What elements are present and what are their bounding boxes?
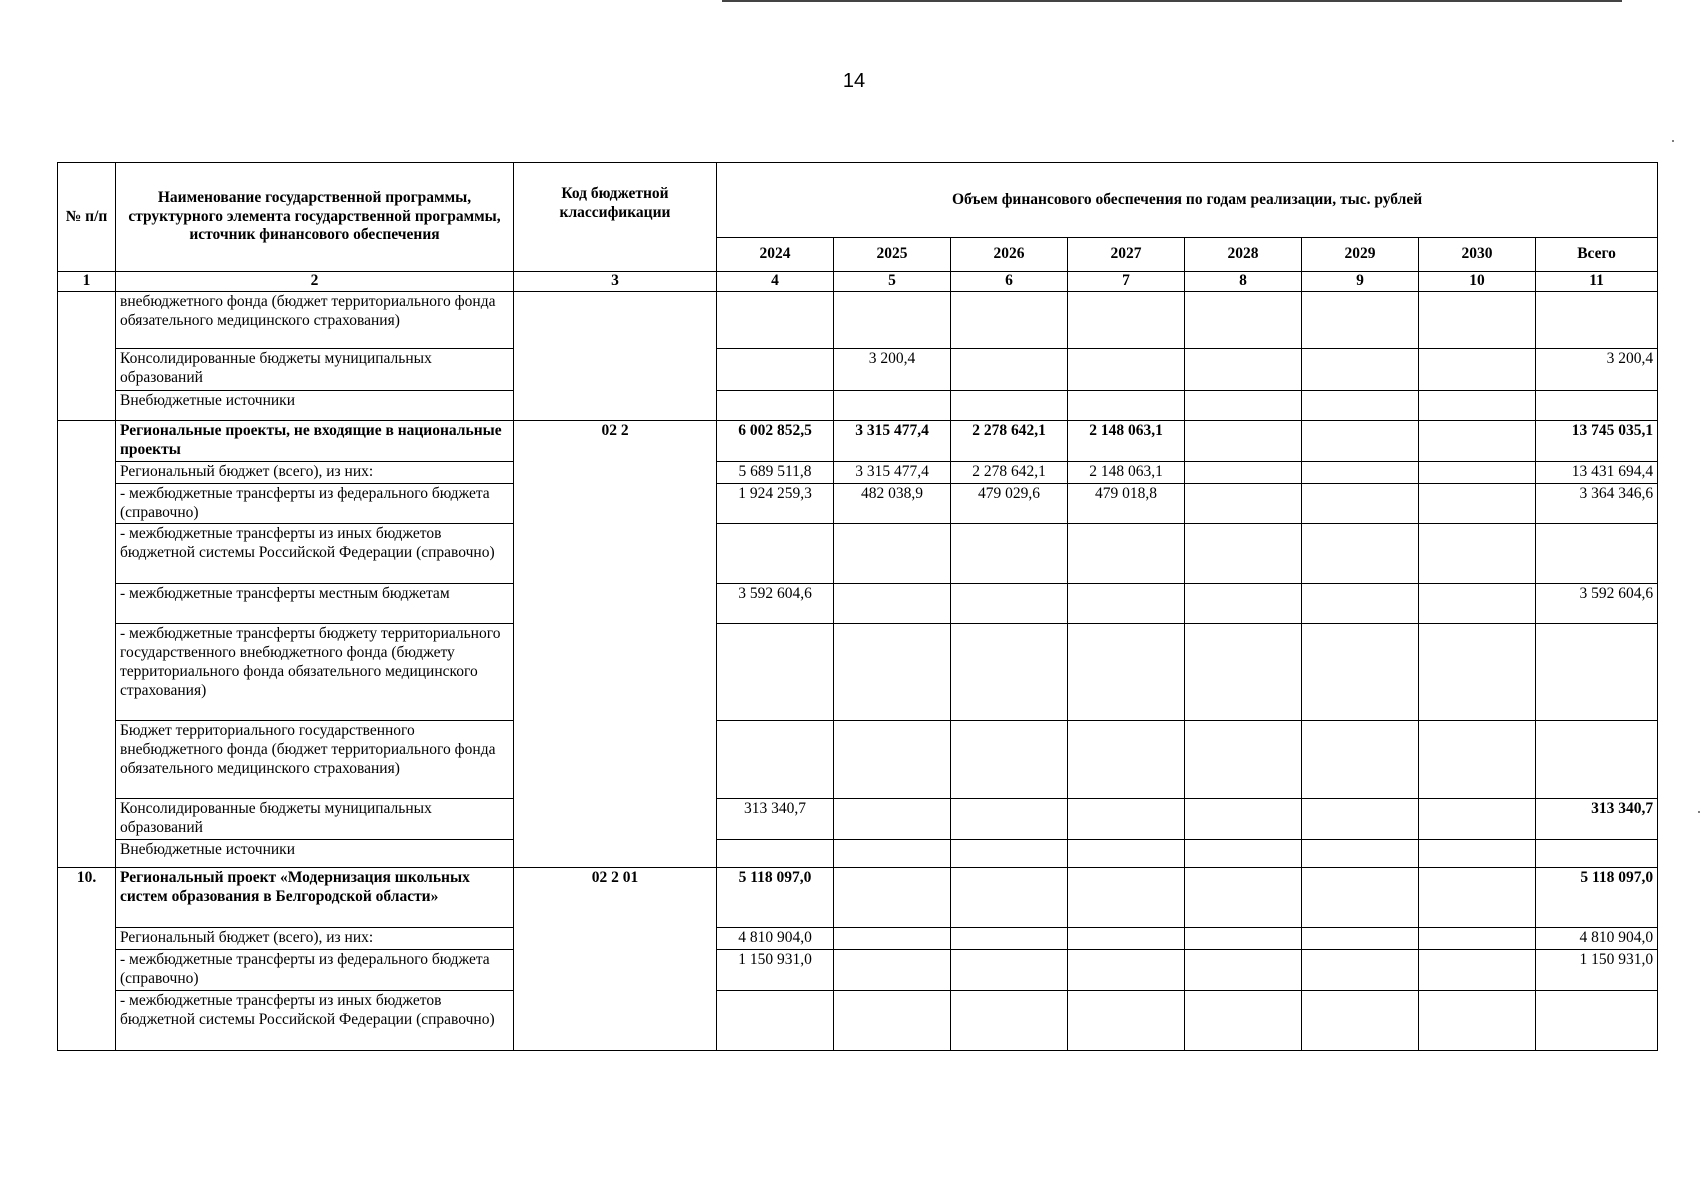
row-number [58, 291, 116, 420]
table-row [58, 624, 1658, 721]
table-row [58, 348, 1658, 390]
value-year [1302, 524, 1419, 584]
value-year [951, 799, 1068, 840]
column-index: 5 [834, 272, 951, 292]
value-total: 13 745 035,1 [1536, 420, 1658, 461]
row-number: 10. [58, 868, 116, 1051]
value-year [951, 390, 1068, 420]
value-year [1185, 868, 1302, 928]
row-name: Внебюджетные источники [116, 840, 514, 868]
table-row [58, 990, 1658, 1050]
table-row [58, 524, 1658, 584]
budget-code: 02 2 01 [514, 868, 717, 1051]
table-row [58, 950, 1658, 991]
value-year [834, 799, 951, 840]
table-row [58, 868, 1658, 928]
year-header: 2025 [834, 238, 951, 272]
value-year [1419, 390, 1536, 420]
value-year [1068, 390, 1185, 420]
value-year [1419, 950, 1536, 991]
value-year: 2 148 063,1 [1068, 461, 1185, 483]
value-year [951, 584, 1068, 624]
row-number [58, 420, 116, 867]
value-year [1419, 799, 1536, 840]
value-year: 1 150 931,0 [717, 950, 834, 991]
value-year [1302, 950, 1419, 991]
value-total: 3 200,4 [1536, 348, 1658, 390]
value-year [951, 624, 1068, 721]
column-index: 9 [1302, 272, 1419, 292]
value-total [1536, 721, 1658, 799]
header-num: № п/п [58, 163, 116, 272]
column-index: 4 [717, 272, 834, 292]
budget-code [514, 291, 717, 420]
value-year [717, 390, 834, 420]
value-year [1068, 584, 1185, 624]
value-total [1536, 990, 1658, 1050]
header-name: Наименование государственной программы, структурного элемента государственной программы, источник финансового обеспечения [116, 163, 514, 272]
table-row [58, 584, 1658, 624]
row-name: - межбюджетные трансферты из федерального бюджета (справочно) [116, 483, 514, 524]
value-year [1419, 990, 1536, 1050]
value-year [834, 990, 951, 1050]
row-name: Консолидированные бюджеты муниципальных образований [116, 799, 514, 840]
scan-speck [1698, 811, 1700, 813]
value-year [951, 928, 1068, 950]
value-year [1302, 990, 1419, 1050]
year-header: 2029 [1302, 238, 1419, 272]
row-name: Региональный проект «Модернизация школьных систем образования в Белгородской области» [116, 868, 514, 928]
value-year [717, 721, 834, 799]
value-year [951, 291, 1068, 348]
value-year [951, 348, 1068, 390]
column-index: 7 [1068, 272, 1185, 292]
row-name: - межбюджетные трансферты из иных бюджетов бюджетной системы Российской Федерации (справочно) [116, 524, 514, 584]
column-index: 10 [1419, 272, 1536, 292]
value-year [1185, 483, 1302, 524]
year-header: 2024 [717, 238, 834, 272]
value-year [1185, 950, 1302, 991]
table-row [58, 840, 1658, 868]
value-year [1185, 390, 1302, 420]
value-year: 3 315 477,4 [834, 420, 951, 461]
column-index: 2 [116, 272, 514, 292]
value-year: 3 592 604,6 [717, 584, 834, 624]
year-header: 2028 [1185, 238, 1302, 272]
value-year [1068, 868, 1185, 928]
table-row [58, 483, 1658, 524]
value-year [951, 840, 1068, 868]
value-total: 1 150 931,0 [1536, 950, 1658, 991]
header-volume: Объем финансового обеспечения по годам реализации, тыс. рублей [717, 163, 1658, 238]
value-year: 482 038,9 [834, 483, 951, 524]
row-name: Консолидированные бюджеты муниципальных образований [116, 348, 514, 390]
value-year [834, 721, 951, 799]
row-name: внебюджетного фонда (бюджет территориального фонда обязательного медицинского страхования) [116, 291, 514, 348]
value-total: 5 118 097,0 [1536, 868, 1658, 928]
row-name: Региональный бюджет (всего), из них: [116, 461, 514, 483]
value-year [951, 524, 1068, 584]
value-year: 5 689 511,8 [717, 461, 834, 483]
value-year [834, 868, 951, 928]
top-border-line [722, 0, 1622, 2]
table-row [58, 420, 1658, 461]
row-name: - межбюджетные трансферты бюджету территориального государственного внебюджетного фонда (бюджету территориального фонда обязательного медицинского страхования) [116, 624, 514, 721]
header-code: Код бюджетной классификации [514, 163, 717, 272]
value-year [1419, 291, 1536, 348]
year-header: 2027 [1068, 238, 1185, 272]
value-total [1536, 390, 1658, 420]
value-year [1185, 420, 1302, 461]
value-year [834, 950, 951, 991]
table-row [58, 390, 1658, 420]
page-number: 14 [842, 70, 866, 92]
value-year [1302, 799, 1419, 840]
value-year [717, 348, 834, 390]
value-year: 2 278 642,1 [951, 420, 1068, 461]
table-row [58, 799, 1658, 840]
value-year: 4 810 904,0 [717, 928, 834, 950]
column-index: 11 [1536, 272, 1658, 292]
value-year [1302, 483, 1419, 524]
value-year [951, 868, 1068, 928]
value-year [1068, 291, 1185, 348]
row-name: Бюджет территориального государственного внебюджетного фонда (бюджет территориального фонда обязательного медицинского страхования) [116, 721, 514, 799]
value-year [1419, 721, 1536, 799]
value-year [1302, 291, 1419, 348]
value-year [1185, 799, 1302, 840]
value-year [834, 390, 951, 420]
value-year: 479 018,8 [1068, 483, 1185, 524]
value-year [1302, 461, 1419, 483]
value-year [1419, 584, 1536, 624]
value-year [1185, 584, 1302, 624]
value-year [1419, 624, 1536, 721]
value-year: 5 118 097,0 [717, 868, 834, 928]
value-year [1068, 524, 1185, 584]
value-year [834, 624, 951, 721]
year-header: 2026 [951, 238, 1068, 272]
value-year [1419, 420, 1536, 461]
value-total: 3 592 604,6 [1536, 584, 1658, 624]
value-year [1419, 348, 1536, 390]
value-year [1185, 461, 1302, 483]
value-year [1185, 524, 1302, 584]
value-year: 3 200,4 [834, 348, 951, 390]
value-year [1302, 868, 1419, 928]
value-year: 1 924 259,3 [717, 483, 834, 524]
table-row [58, 461, 1658, 483]
value-year [1302, 348, 1419, 390]
value-year [1185, 840, 1302, 868]
scan-speck [1672, 140, 1674, 142]
value-year [1419, 483, 1536, 524]
value-year [1068, 348, 1185, 390]
value-year [1185, 624, 1302, 721]
value-year [1302, 721, 1419, 799]
value-year: 3 315 477,4 [834, 461, 951, 483]
value-total [1536, 840, 1658, 868]
value-year [717, 291, 834, 348]
row-name: Региональный бюджет (всего), из них: [116, 928, 514, 950]
column-index: 1 [58, 272, 116, 292]
value-year [1302, 420, 1419, 461]
value-year [1419, 524, 1536, 584]
financing-table [57, 162, 1658, 1051]
value-year [951, 721, 1068, 799]
value-year: 313 340,7 [717, 799, 834, 840]
table-row [58, 721, 1658, 799]
value-year [834, 584, 951, 624]
value-total: 13 431 694,4 [1536, 461, 1658, 483]
value-total: 4 810 904,0 [1536, 928, 1658, 950]
value-total [1536, 624, 1658, 721]
value-year [1068, 799, 1185, 840]
value-year [717, 524, 834, 584]
column-index: 6 [951, 272, 1068, 292]
value-year [1185, 928, 1302, 950]
value-year [1185, 990, 1302, 1050]
value-year [1068, 950, 1185, 991]
value-year [1419, 461, 1536, 483]
row-name: - межбюджетные трансферты из иных бюджетов бюджетной системы Российской Федерации (справочно) [116, 990, 514, 1050]
table-row [58, 928, 1658, 950]
value-year [717, 624, 834, 721]
value-total [1536, 291, 1658, 348]
row-name: Внебюджетные источники [116, 390, 514, 420]
value-year [1302, 584, 1419, 624]
value-year [1068, 990, 1185, 1050]
value-year [951, 990, 1068, 1050]
row-name: - межбюджетные трансферты местным бюджетам [116, 584, 514, 624]
value-total [1536, 524, 1658, 584]
value-year [1068, 721, 1185, 799]
value-year [717, 990, 834, 1050]
value-year [834, 928, 951, 950]
value-year: 2 278 642,1 [951, 461, 1068, 483]
value-total: 3 364 346,6 [1536, 483, 1658, 524]
value-year [834, 524, 951, 584]
value-year [1185, 291, 1302, 348]
value-year [1419, 840, 1536, 868]
table-row [58, 291, 1658, 348]
value-year [1302, 840, 1419, 868]
budget-code: 02 2 [514, 420, 717, 867]
value-year [1068, 928, 1185, 950]
value-year [1068, 840, 1185, 868]
value-year [951, 950, 1068, 991]
value-total: 313 340,7 [1536, 799, 1658, 840]
value-year [834, 291, 951, 348]
value-year: 479 029,6 [951, 483, 1068, 524]
value-year [717, 840, 834, 868]
year-header: Всего [1536, 238, 1658, 272]
value-year [1302, 390, 1419, 420]
value-year [1419, 928, 1536, 950]
row-name: Региональные проекты, не входящие в национальные проекты [116, 420, 514, 461]
value-year [1068, 624, 1185, 721]
column-index: 3 [514, 272, 717, 292]
value-year [834, 840, 951, 868]
value-year [1185, 721, 1302, 799]
value-year: 6 002 852,5 [717, 420, 834, 461]
year-header: 2030 [1419, 238, 1536, 272]
value-year: 2 148 063,1 [1068, 420, 1185, 461]
value-year [1302, 624, 1419, 721]
value-year [1302, 928, 1419, 950]
value-year [1185, 348, 1302, 390]
column-index: 8 [1185, 272, 1302, 292]
value-year [1419, 868, 1536, 928]
row-name: - межбюджетные трансферты из федерального бюджета (справочно) [116, 950, 514, 991]
